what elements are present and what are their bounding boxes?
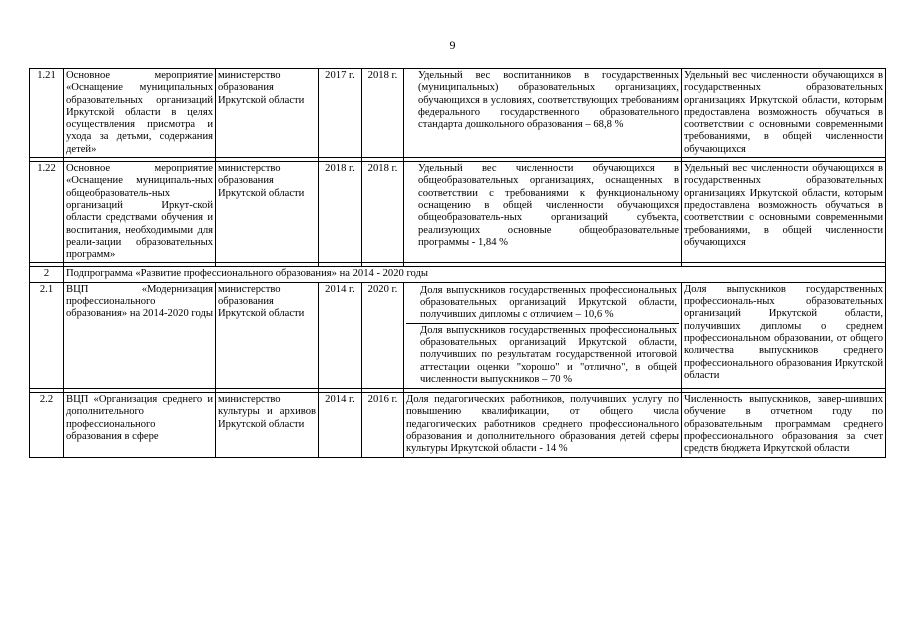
program-table	[29, 68, 886, 458]
end-year: 2016 г.	[362, 393, 404, 457]
start-year: 2017 г.	[319, 69, 362, 158]
end-year: 2018 г.	[362, 69, 404, 158]
indicator: Удельный вес численности обучающихся в общеобразовательных организациях, оснащенных в соответствии с требованиями к функциональному оснащению в общей численности обучающихся общеобразователь-ных организаций субъекта, реализующих основные общеобразовательные программы - 1,84 %	[404, 162, 682, 263]
start-year: 2014 г.	[319, 282, 362, 388]
executor: министерство культуры и архивов Иркутской области	[216, 393, 319, 457]
row-number: 2.1	[30, 282, 64, 388]
expected-result: Доля выпускников государственных профессиональ-ных образовательных организаций Иркутской области, получивших дипломы о среднем профессиональном образовании, от общего количества выпускников среднего профессионального образования Иркутской области	[682, 282, 886, 388]
indicator: Доля выпускников государственных профессиональных образовательных организаций Иркутской области, получивших дипломы с отличием – 10,6 %	[420, 284, 677, 321]
event-name: Основное мероприятие «Оснащение муниципальных образовательных организаций Иркутской области в целях осуществления присмотра и ухода за детьми, содержания детей»	[64, 69, 216, 158]
subprogram-number: 2	[30, 267, 64, 282]
executor: министерство образования Иркутской области	[216, 282, 319, 388]
table-row	[30, 162, 886, 263]
subprogram-title: Подпрограмма «Развитие профессионального образования» на 2014 - 2020 годы	[64, 267, 886, 282]
expected-result: Численность выпускников, завер-шивших обучение в отчетном году по образовательным программам среднего профессионального образования за счет средств бюджета Иркутской области	[682, 393, 886, 457]
indicator: Доля педагогических работников, получивших услугу по повышению квалификации, от общего числа педагогических работников среднего профессионального образования и дополнительного образования детей сферы культуры Иркутской области - 14 %	[404, 393, 682, 457]
executor: министерство образования Иркутской области	[216, 162, 319, 263]
expected-result: Удельный вес численности обучающихся в государственных образовательных организациях Иркутской области, которым предоставлена возможность обучаться в соответствии с основными современными требованиями, в общей численности обучающихся	[682, 162, 886, 263]
event-name: Основное мероприятие «Оснащение муниципаль-ных общеобразователь-ных организаций Иркут-ской области средствами обучения и воспитания, необходимыми для реали-зации образовательных программ»	[64, 162, 216, 263]
table-row	[30, 393, 886, 457]
table-row	[30, 69, 886, 158]
subprogram-row	[30, 267, 886, 282]
start-year: 2018 г.	[319, 162, 362, 263]
indicator: Доля выпускников государственных профессиональных образовательных организаций Иркутской области, получивших по результатам государственной итоговой аттестации оценки "хорошо" и "отлично", в общей численности выпускников – 70 %	[406, 323, 679, 387]
row-number: 1.21	[30, 69, 64, 158]
page-number: 9	[449, 38, 456, 52]
end-year: 2018 г.	[362, 162, 404, 263]
event-name: ВЦП «Модернизация профессионального образования» на 2014-2020 годы	[64, 282, 216, 388]
table-row	[30, 282, 886, 388]
event-name: ВЦП «Организация среднего и дополнительного профессионального образования в сфере	[64, 393, 216, 457]
start-year: 2014 г.	[319, 393, 362, 457]
row-number: 1.22	[30, 162, 64, 263]
indicator: Удельный вес воспитанников в государственных (муниципальных) образовательных организациях, обучающихся в условиях, соответствующих требованиям федерального государственного образовательного стандарта дошкольного образования – 68,8 %	[404, 69, 682, 158]
row-number: 2.2	[30, 393, 64, 457]
end-year: 2020 г.	[362, 282, 404, 388]
executor: министерство образования Иркутской области	[216, 69, 319, 158]
expected-result: Удельный вес численности обучающихся в государственных образовательных организациях Иркутской области, которым предоставлена возможность обучаться в соответствии с основными современными требованиями, в общей численности обучающихся	[682, 69, 886, 158]
indicator-group	[404, 282, 682, 388]
